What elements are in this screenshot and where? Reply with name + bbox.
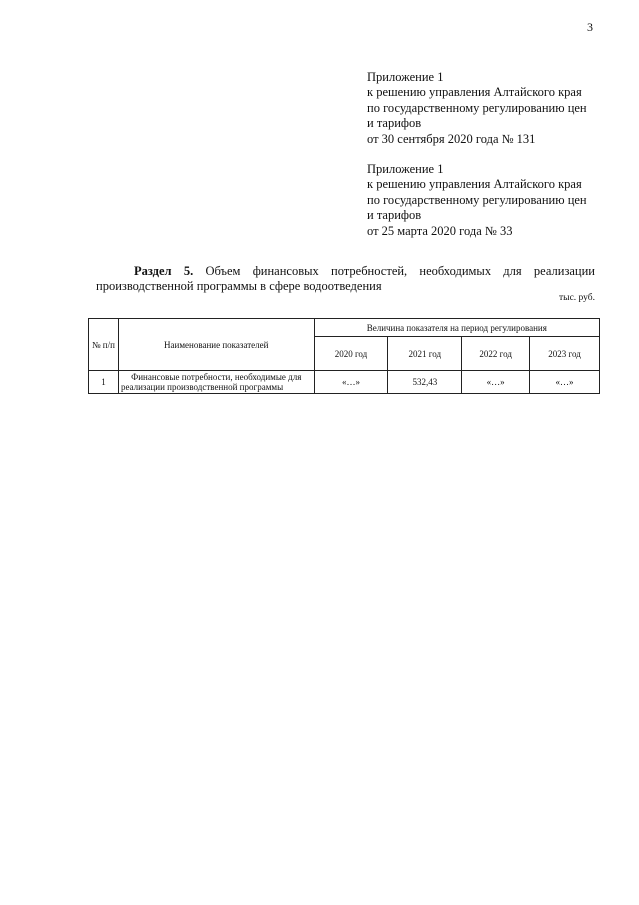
table-header-row <box>89 319 600 337</box>
appendix-line: Приложение 1 <box>367 70 444 84</box>
appendix-line: к решению управления Алтайского края <box>367 85 582 100</box>
header-year: 2020 год <box>314 337 388 371</box>
table-row <box>89 371 600 394</box>
appendix-line: к решению управления Алтайского края <box>367 177 582 192</box>
section-heading <box>96 264 595 294</box>
appendix-line: от 25 марта 2020 года № 33 <box>367 223 513 238</box>
header-year: 2021 год <box>388 337 462 371</box>
row-value: «…» <box>462 371 530 394</box>
header-year: 2022 год <box>462 337 530 371</box>
section-heading-line1 <box>96 264 595 279</box>
row-value: «…» <box>530 371 600 394</box>
appendix-line: и тарифов <box>367 208 422 223</box>
header-year: 2023 год <box>530 337 600 371</box>
header-period-group: Величина показателя на период регулирования <box>314 319 599 337</box>
row-value: 532,43 <box>388 371 462 394</box>
section-label: Раздел 5. <box>134 264 194 278</box>
appendix-block-current <box>367 70 627 147</box>
appendix-line: по государственному регулированию цен <box>367 192 587 207</box>
financial-needs-table <box>88 318 600 394</box>
appendix-line: по государственному регулированию цен <box>367 100 587 115</box>
section-title-part1: Объем финансовых потребностей, необходимых для реализации <box>205 264 595 278</box>
row-indicator-name: Финансовые потребности, необходимые для реализации производственной программы <box>118 371 314 394</box>
header-number: № п/п <box>89 319 119 371</box>
appendix-line: Приложение 1 <box>367 162 444 176</box>
appendix-line: от 30 сентября 2020 года № 131 <box>367 131 536 146</box>
appendix-line: и тарифов <box>367 116 422 131</box>
row-number: 1 <box>89 371 119 394</box>
section-title-part2: производственной программы в сфере водоотведения <box>96 279 382 293</box>
header-indicator-name: Наименование показателей <box>118 319 314 371</box>
page-number: 3 <box>587 20 593 34</box>
appendix-block-original <box>367 162 627 239</box>
unit-label: тыс. руб. <box>559 293 595 303</box>
row-value: «…» <box>314 371 388 394</box>
